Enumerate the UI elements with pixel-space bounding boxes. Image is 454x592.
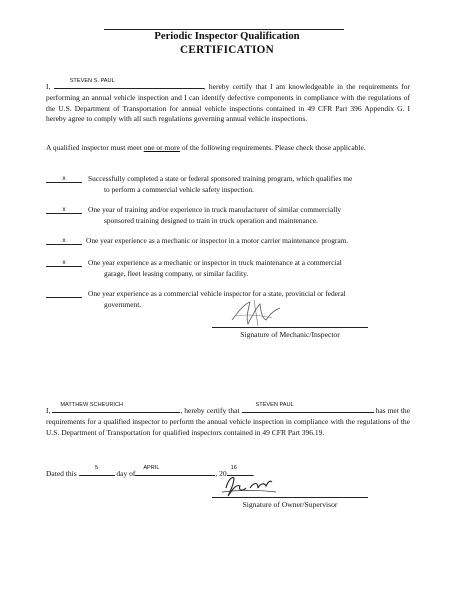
intro-prefix: I, [46, 82, 51, 91]
supervisor-signature-line[interactable] [212, 497, 368, 498]
requirement-item: x One year of training and/or experience in truck manufacturer of similar commercially sponsored training designed to train in truck operation and maintenance. [46, 205, 410, 226]
inspector-certification-paragraph [46, 79, 410, 125]
supervisor-signature-image [220, 470, 280, 500]
document-subtitle: CERTIFICATION [179, 44, 275, 56]
requirement-check-mark: x [62, 175, 66, 182]
inspector-name-field[interactable] [54, 79, 204, 89]
requirement-check-field[interactable] [46, 213, 82, 214]
requirement-item: x One year experience as a mechanic or inspector in a motor carrier maintenance program. [46, 236, 410, 247]
requirement-check-mark: x [62, 237, 66, 244]
supervisor-name-field[interactable] [52, 403, 180, 413]
month-value: APRIL [143, 465, 160, 471]
certified-inspector-field[interactable] [242, 403, 374, 413]
title-rule [104, 29, 344, 30]
requirements-emphasis: one or more [143, 143, 180, 152]
inspector-name-value: STEVEN S. PAUL [69, 78, 115, 84]
dated-line: Dated this 5 day of APRIL , 20 16 . [46, 465, 255, 478]
inspector-signature-line[interactable] [212, 327, 368, 328]
day-value: 5 [94, 465, 99, 471]
requirement-check-field[interactable] [46, 244, 82, 245]
requirement-item: x Successfully completed a state or federal sponsored training program, which qualifies me to perform a commercial vehicle safety inspection. [46, 174, 410, 195]
requirement-check-field[interactable] [46, 297, 82, 298]
supervisor-signature-label: Signature of Owner/Supervisor [242, 500, 338, 509]
requirement-check-mark: x [62, 259, 66, 266]
document-title: Periodic Inspector Qualification [154, 31, 300, 42]
requirement-check-mark: x [62, 206, 66, 213]
inspector-signature-image [228, 296, 288, 330]
supervisor-name-value: MATTHEW SCHEURICH [60, 402, 124, 408]
requirement-check-field[interactable] [46, 266, 82, 267]
requirements-intro: A qualified inspector must meet one or more of the following requirements. Please check those applicable. [46, 143, 366, 152]
supervisor-certification-paragraph: I, MATTHEW SCHEURICH , hereby certify that STEVEN PAUL has met the requirements for a qualified inspector to perform the annual vehicle inspection in compliance with the regulations of the U.S. Department of Transportation for qualified inspectors contained in 49 CFR Part 396.19. [46, 402, 410, 437]
certified-inspector-value: STEVEN PAUL [255, 402, 294, 408]
requirement-item: x One year experience as a mechanic or inspector in truck maintenance at a commercial garage, fleet leasing company, or similar facility. [46, 258, 410, 279]
intro-text: , hereby certify that I am knowledgeable in the requirements for performing an annual vehicle inspection and I can identify defective components in compliance with the regulations of the U.S. Department of Transportation for annual vehicle inspections contained in 49 CFR Part 396 Appendix G. I hereby agree to comply with all such regulations governing annual vehicle inspections. [46, 82, 410, 124]
requirement-item: One year experience as a commercial vehicle inspector for a state, provincial or federal government. [46, 289, 410, 310]
year-value: 16 [230, 465, 237, 471]
month-field[interactable] [135, 466, 215, 476]
inspector-signature-label: Signature of Mechanic/Inspector [240, 330, 340, 339]
day-field[interactable] [79, 466, 115, 476]
requirement-check-field[interactable] [46, 182, 82, 183]
